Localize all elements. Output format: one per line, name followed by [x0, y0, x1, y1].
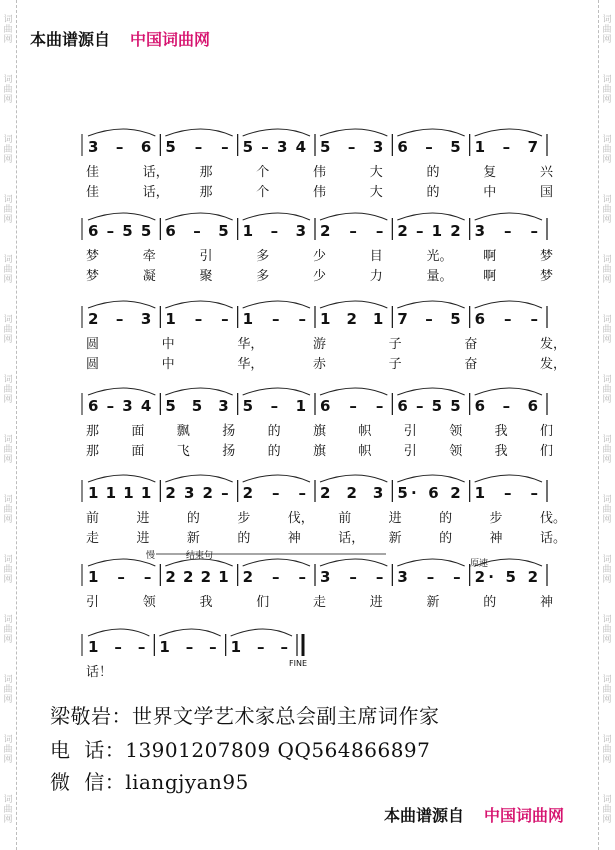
lyric-word: 兴	[540, 165, 554, 180]
slur-mark	[88, 213, 155, 220]
bar-notes: 6 – 3 4	[88, 397, 152, 415]
wechat-label: 微 信：	[50, 770, 126, 794]
lyric-word: 佳	[86, 185, 100, 200]
bar-notes: 2· 5 2	[474, 568, 538, 586]
lyric-word: 凝	[142, 269, 156, 284]
bar-notes: 2 – –	[242, 484, 306, 502]
footer-site-name[interactable]: 中国词曲网	[484, 806, 565, 825]
slur-mark	[320, 559, 387, 566]
lyric-word: 那	[86, 444, 100, 459]
lyric-word: 走	[86, 531, 100, 546]
bar-notes: 2 – 3	[88, 310, 152, 328]
lyric-word: 引	[403, 424, 417, 439]
watermark-text: 词 曲 网	[602, 795, 612, 825]
slur-mark	[475, 475, 542, 482]
bar-notes: 6 – –	[474, 310, 538, 328]
fine-mark: FINE	[289, 659, 307, 668]
lyric-word: 话，	[338, 531, 365, 546]
slur-mark	[231, 629, 292, 636]
slur-mark	[475, 213, 542, 220]
author-line: 梁敬岩：世界文学艺术家总会副主席词作家	[50, 704, 440, 728]
watermark-text: 词 曲 网	[3, 795, 13, 825]
lyric-word: 力	[369, 269, 383, 284]
watermark-text: 词 曲 网	[3, 615, 13, 645]
slur-mark	[88, 129, 155, 136]
ending-mark: 结束句	[186, 551, 214, 561]
bar-notes: 1 – –	[230, 638, 288, 656]
watermark-text: 词 曲 网	[3, 135, 13, 165]
watermark-text: 词 曲 网	[602, 135, 612, 165]
slur-mark	[475, 301, 542, 308]
bar-notes: 1 – –	[88, 568, 152, 586]
bar-notes: 1 – –	[242, 310, 306, 328]
lyric-word: 引	[199, 249, 213, 264]
bar-notes: 2 2 2 1	[165, 568, 229, 586]
lyric-word: 目	[369, 249, 383, 264]
wechat-value: liangjyan95	[125, 770, 249, 794]
footer-source-label: 本曲谱源自	[384, 806, 465, 825]
slur-mark	[475, 129, 542, 136]
lyric-word: 进	[136, 511, 150, 526]
lyric-word: 的	[426, 185, 440, 200]
lyric-word: 前	[86, 511, 100, 526]
footer-source	[384, 803, 564, 826]
lyric-word: 们	[540, 424, 554, 439]
lyric-word: 的	[267, 424, 281, 439]
slur-mark	[88, 301, 155, 308]
lyric-word: 步	[237, 511, 251, 526]
watermark-text: 词 曲 网	[602, 675, 612, 705]
lyric-word: 前	[338, 511, 352, 526]
watermark-text: 词 曲 网	[602, 495, 612, 525]
lyric-word: 领	[449, 424, 463, 439]
lyric-word: 话，	[142, 185, 169, 200]
watermark-text: 词 曲 网	[3, 375, 13, 405]
lyric-word: 领	[449, 444, 463, 459]
lyric-word: 光。	[426, 249, 453, 264]
lyric-word: 啊	[483, 249, 497, 264]
bar-notes: 3 – 6	[88, 138, 152, 156]
watermark-text: 词 曲 网	[3, 75, 13, 105]
bar-notes: 5 5 3	[165, 397, 229, 415]
phone-line	[50, 734, 430, 763]
lyric-word: 新	[426, 595, 440, 610]
lyric-word: 那	[86, 424, 100, 439]
slur-mark	[243, 301, 310, 308]
lyric-word: 那	[199, 165, 213, 180]
slur-mark	[243, 129, 310, 136]
bar-notes: 1 – –	[474, 484, 538, 502]
lyric-word: 牵	[142, 249, 156, 264]
watermark-text: 词 曲 网	[3, 435, 13, 465]
slur-mark	[243, 213, 310, 220]
lyric-word: 的	[439, 511, 453, 526]
slur-mark	[243, 475, 310, 482]
lyric-word: 中	[161, 357, 175, 372]
slur-mark	[320, 388, 387, 395]
bar-notes: 2 – 1 2	[397, 222, 461, 240]
lyric-word: 们	[256, 595, 270, 610]
bar-notes: 6 – 5	[397, 138, 461, 156]
lyric-word: 少	[313, 269, 327, 284]
lyric-word: 少	[313, 249, 327, 264]
lyric-word: 话。	[540, 531, 567, 546]
lyric-word: 我	[199, 595, 213, 610]
lyric-word: 的	[426, 165, 440, 180]
lyric-word: 帜	[358, 424, 372, 439]
bar-notes: 6 – 5 5	[397, 397, 461, 415]
slur-mark	[159, 629, 220, 636]
lyric-word: 的	[267, 444, 281, 459]
lyric-word: 复	[483, 165, 497, 180]
slur-mark	[397, 301, 464, 308]
bar-notes: 6 – –	[320, 397, 384, 415]
lyric-word: 大	[369, 185, 383, 200]
lyric-word: 个	[256, 165, 270, 180]
watermark-text: 词 曲 网	[602, 75, 612, 105]
watermark-text: 词 曲 网	[602, 255, 612, 285]
bar-notes: 1 2 1	[320, 310, 384, 328]
bar-notes: 1 – –	[88, 638, 146, 656]
lyric-word: 圆	[86, 357, 100, 372]
lyric-word: 神	[287, 531, 301, 546]
lyric-word: 佳	[86, 165, 100, 180]
lyric-word: 伐。	[540, 511, 567, 526]
bar-notes: 6 – 5 5	[88, 222, 152, 240]
lyric-word: 话，	[142, 165, 169, 180]
bar-notes: 3 – –	[474, 222, 538, 240]
lyric-word: 中	[483, 185, 497, 200]
lyric-word: 伐，	[287, 511, 314, 526]
lyric-word: 梦	[86, 269, 100, 284]
lyric-word: 帜	[358, 444, 372, 459]
lyric-word: 领	[142, 595, 156, 610]
phone-value: 13901207809 QQ564866897	[125, 738, 431, 762]
tempo-mark-right: 原速	[470, 559, 489, 569]
lyric-word: 的	[186, 511, 200, 526]
lyric-word: 多	[256, 269, 270, 284]
lyric-word: 赤	[313, 357, 327, 372]
bar-notes: 1 – 7	[474, 138, 538, 156]
watermark-text: 词 曲 网	[3, 495, 13, 525]
bar-notes: 1 – –	[159, 638, 217, 656]
watermark-text: 词 曲 网	[602, 435, 612, 465]
slur-mark	[243, 388, 310, 395]
lyric-word: 话！	[86, 665, 113, 680]
lyric-word: 的	[237, 531, 251, 546]
watermark-text: 词 曲 网	[3, 735, 13, 765]
lyric-word: 们	[540, 444, 554, 459]
lyric-word: 步	[489, 511, 503, 526]
lyric-word: 子	[388, 337, 402, 352]
bar-notes: 5 – 3 4	[242, 138, 306, 156]
lyric-word: 多	[256, 249, 270, 264]
bar-notes: 7 – 5	[397, 310, 461, 328]
bar-notes: 2 3 2 –	[165, 484, 229, 502]
bar-notes: 5· 6 2	[397, 484, 461, 502]
lyric-word: 走	[313, 595, 327, 610]
bar-notes: 1 – 3	[242, 222, 306, 240]
lyric-word: 中	[161, 337, 175, 352]
lyric-word: 发，	[540, 337, 567, 352]
lyric-word: 华，	[237, 357, 264, 372]
slur-mark	[165, 301, 232, 308]
lyric-word: 新	[186, 531, 200, 546]
lyric-word: 神	[489, 531, 503, 546]
lyric-word: 进	[388, 511, 402, 526]
lyric-word: 啊	[483, 269, 497, 284]
bar-notes: 1 – –	[165, 310, 229, 328]
bar-notes: 5 – –	[165, 138, 229, 156]
watermark-text: 词 曲 网	[602, 15, 612, 45]
slur-mark	[165, 475, 232, 482]
lyric-word: 大	[369, 165, 383, 180]
watermark-text: 词 曲 网	[602, 555, 612, 585]
slur-mark	[243, 559, 310, 566]
lyric-word: 伟	[313, 165, 327, 180]
watermark-text: 词 曲 网	[3, 15, 13, 45]
lyric-word: 个	[256, 185, 270, 200]
lyric-word: 扬	[222, 424, 236, 439]
watermark-text: 词 曲 网	[602, 195, 612, 225]
lyric-word: 国	[540, 185, 554, 200]
lyric-word: 伟	[313, 185, 327, 200]
header-site-name[interactable]: 中国词曲网	[130, 30, 211, 49]
lyric-word: 梦	[540, 269, 554, 284]
watermark-text: 词 曲 网	[3, 195, 13, 225]
slur-mark	[397, 559, 464, 566]
lyric-word: 进	[136, 531, 150, 546]
slur-mark	[397, 129, 464, 136]
watermark-text: 词 曲 网	[3, 315, 13, 345]
tempo-mark-left: 慢	[146, 551, 156, 561]
bar-notes: 6 – 6	[474, 397, 538, 415]
lyric-word: 奋	[464, 337, 478, 352]
watermark-text: 词 曲 网	[602, 315, 612, 345]
lyric-word: 圆	[86, 337, 100, 352]
wechat-line	[50, 766, 249, 795]
lyric-word: 旗	[313, 444, 327, 459]
slur-mark	[165, 388, 232, 395]
watermark-text: 词 曲 网	[602, 735, 612, 765]
lyric-word: 华，	[237, 337, 264, 352]
bar-notes: 2 2 3	[320, 484, 384, 502]
lyric-word: 梦	[540, 249, 554, 264]
lyric-word: 飘	[176, 424, 190, 439]
slur-mark	[88, 475, 155, 482]
lyric-word: 面	[131, 444, 145, 459]
lyric-word: 飞	[176, 444, 190, 459]
header-source-label: 本曲谱源自	[30, 30, 111, 49]
bar-notes: 3 – –	[320, 568, 384, 586]
lyric-word: 那	[199, 185, 213, 200]
lyric-word: 量。	[426, 269, 453, 284]
bar-notes: 5 – 1	[242, 397, 306, 415]
lyric-word: 聚	[199, 269, 213, 284]
lyric-word: 引	[403, 444, 417, 459]
bar-notes: 5 – 3	[320, 138, 384, 156]
lyric-word: 扬	[222, 444, 236, 459]
slur-mark	[88, 388, 155, 395]
slur-mark	[165, 213, 232, 220]
lyric-word: 子	[388, 357, 402, 372]
lyric-word: 发，	[540, 357, 567, 372]
slur-mark	[320, 213, 387, 220]
watermark-text: 词 曲 网	[3, 675, 13, 705]
slur-mark	[475, 388, 542, 395]
slur-mark	[320, 301, 387, 308]
bar-notes: 3 – –	[397, 568, 461, 586]
bar-notes: 1 1 1 1	[88, 484, 152, 502]
phone-label: 电 话：	[50, 738, 126, 762]
lyric-word: 新	[388, 531, 402, 546]
watermark-text: 词 曲 网	[602, 375, 612, 405]
slur-mark	[320, 475, 387, 482]
slur-mark	[320, 129, 387, 136]
lyric-word: 我	[494, 424, 508, 439]
slur-mark	[165, 129, 232, 136]
lyric-word: 我	[494, 444, 508, 459]
lyric-word: 旗	[313, 424, 327, 439]
lyric-word: 梦	[86, 249, 100, 264]
lyric-word: 的	[439, 531, 453, 546]
slur-mark	[88, 629, 149, 636]
watermark-text: 词 曲 网	[3, 255, 13, 285]
bar-notes: 2 – –	[242, 568, 306, 586]
lyric-word: 面	[131, 424, 145, 439]
watermark-text: 词 曲 网	[602, 615, 612, 645]
lyric-word: 的	[483, 595, 497, 610]
slur-mark	[397, 475, 464, 482]
slur-mark	[397, 388, 464, 395]
bar-notes: 6 – 5	[165, 222, 229, 240]
bar-notes: 2 – –	[320, 222, 384, 240]
lyric-word: 神	[540, 595, 554, 610]
lyric-word: 奋	[464, 357, 478, 372]
lyric-word: 进	[369, 595, 383, 610]
slur-mark	[397, 213, 464, 220]
lyric-word: 引	[86, 595, 100, 610]
lyric-word: 游	[313, 337, 327, 352]
watermark-text: 词 曲 网	[3, 555, 13, 585]
